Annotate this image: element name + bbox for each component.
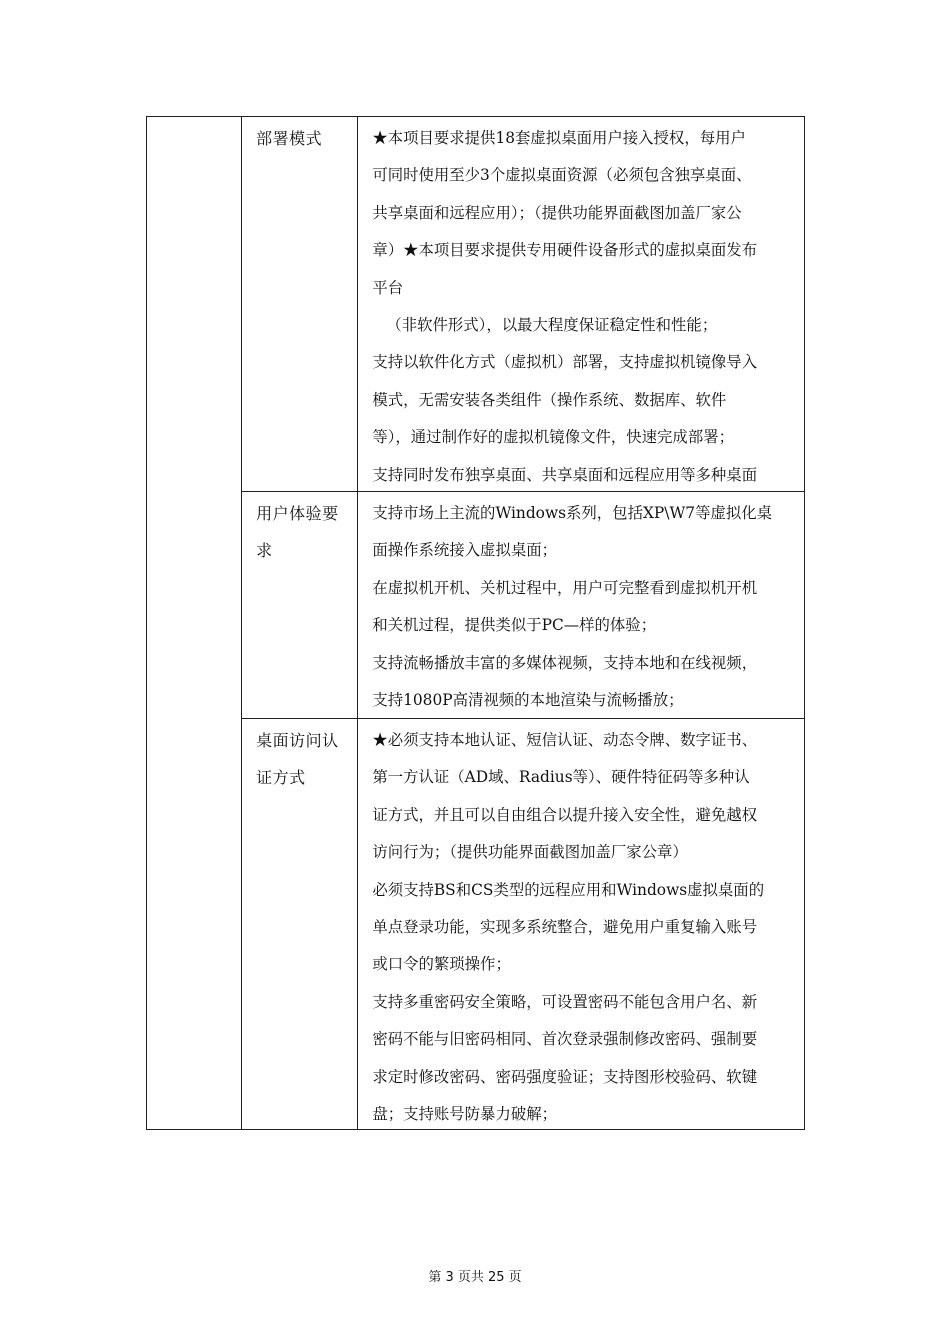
footer-suffix: 页: [504, 1270, 522, 1285]
content-line: 可同时使用至少3个虚拟桌面资源（必须包含独享桌面、: [372, 166, 752, 185]
footer-prefix: 第: [428, 1270, 446, 1285]
content-line: 支持市场上主流的Windows系列，包括XP\W7等虚拟化桌: [372, 504, 773, 522]
footer-middle: 页共: [453, 1270, 488, 1285]
content-line: 和关机过程，提供类似于PC—样的体验；: [372, 616, 657, 635]
content-line: 支持多重密码安全策略，可设置密码不能包含用户名、新: [372, 992, 758, 1011]
content-line: 访问行为；（提供功能界面截图加盖厂家公章）: [372, 843, 688, 862]
content-line: 共享桌面和远程应用）；（提供功能界面截图加盖厂家公: [372, 203, 742, 222]
content-line: 必须支持BS和CS类型的远程应用和Windows虚拟桌面的: [372, 880, 765, 899]
content-line: 章）★本项目要求提供专用硬件设备形式的虚拟桌面发布: [372, 241, 758, 260]
content-line: ★本项目要求提供18套虚拟桌面用户接入授权，每用户: [372, 129, 746, 147]
content-line: 支持流畅播放丰富的多媒体视频，支持本地和在线视频，: [372, 653, 758, 672]
content-line: 证方式，并且可以自由组合以提升接入安全性，避免越权: [372, 805, 758, 824]
footer-total-pages: 25: [488, 1270, 505, 1285]
content-line: 单点登录功能，实现多系统整合，避免用户重复输入账号: [372, 917, 758, 936]
content-line: 支持1080P高清视频的本地渲染与流畅播放；: [372, 690, 684, 709]
content-line: 平台: [372, 278, 404, 297]
content-line: 等），通过制作好的虚拟机镜像文件，快速完成部署；: [372, 428, 734, 447]
content-line: 支持以软件化方式（虚拟机）部署，支持虚拟机镜像导入: [372, 353, 758, 372]
content-line: 支持同时发布独享桌面、共享桌面和远程应用等多种桌面: [372, 465, 758, 484]
content-line: ★必须支持本地认证、短信认证、动态令牌、数字证书、: [372, 731, 758, 749]
content-cell: [358, 719, 805, 1130]
content-line: 面操作系统接入虚拟桌面；: [372, 541, 558, 560]
content-line: 模式，无需安装各类组件（操作系统、数据库、软件: [372, 390, 727, 409]
row-label: 用户体验要求: [256, 504, 339, 560]
content-line: 在虚拟机开机、关机过程中，用户可完整看到虚拟机开机: [372, 578, 758, 597]
blank-category-cell: [147, 117, 242, 1130]
page-footer: [0, 1266, 950, 1285]
label-cell: [242, 719, 358, 1130]
content-line: 第一方认证（AD域、Radius等）、硬件特征码等多种认: [372, 768, 750, 787]
content-cell: [358, 492, 805, 719]
content-line: （非软件形式），以最大程度保证稳定性和性能；: [386, 315, 718, 334]
row-label: 部署模式: [256, 129, 323, 148]
spec-table: [146, 116, 805, 1130]
label-cell: [242, 117, 358, 492]
content-cell: [358, 117, 805, 492]
table-row: [147, 492, 805, 719]
label-cell: [242, 492, 358, 719]
footer-page-number: 3: [445, 1270, 454, 1285]
content-line: 密码不能与旧密码相同、首次登录强制修改密码、强制要: [372, 1030, 758, 1049]
content-line: 或口令的繁琐操作；: [372, 955, 511, 974]
content-line: 盘；支持账号防暴力破解；: [372, 1104, 558, 1123]
table-row: [147, 719, 805, 1130]
table-row: [147, 117, 805, 492]
content-line: 求定时修改密码、密码强度验证；支持图形校验码、软键: [372, 1067, 758, 1086]
row-label: 桌面访问认证方式: [256, 731, 339, 787]
